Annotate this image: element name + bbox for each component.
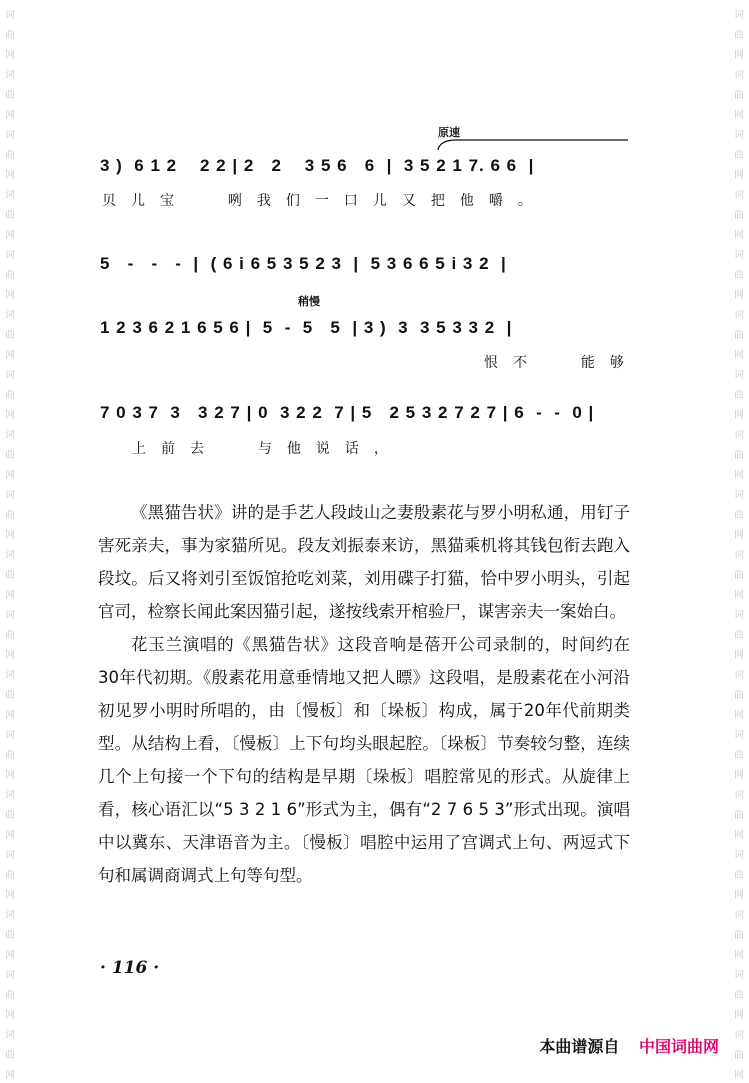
watermark-char: 网 bbox=[5, 470, 15, 481]
notes-line-4: 7 0 3 7 3 3 2 7 | 0 3 2 2 7 | 5 2 5 3 2 7 2 7 | 6 - - 0 | bbox=[100, 403, 595, 422]
watermark-char: 曲 bbox=[734, 750, 744, 761]
watermark-char: 网 bbox=[5, 170, 15, 181]
watermark-char: 网 bbox=[734, 1010, 744, 1021]
watermark-char: 曲 bbox=[734, 90, 744, 101]
watermark-char: 网 bbox=[5, 290, 15, 301]
watermark-char: 词 bbox=[734, 490, 744, 501]
tempo-mark-shaoman: 稍慢 bbox=[298, 295, 320, 308]
watermark-char: 网 bbox=[734, 1070, 744, 1081]
watermark-char: 词 bbox=[734, 850, 744, 861]
watermark-char: 网 bbox=[734, 650, 744, 661]
lyrics-line-4: 上前去 与他说话， bbox=[132, 441, 403, 457]
watermark-char: 词 bbox=[734, 670, 744, 681]
left-watermark-strip bbox=[2, 0, 18, 1083]
watermark-char: 曲 bbox=[5, 810, 15, 821]
watermark-char: 曲 bbox=[5, 870, 15, 881]
watermark-char: 词 bbox=[5, 670, 15, 681]
watermark-char: 网 bbox=[734, 950, 744, 961]
watermark-char: 词 bbox=[5, 130, 15, 141]
watermark-char: 曲 bbox=[5, 390, 15, 401]
watermark-char: 网 bbox=[5, 950, 15, 961]
watermark-char: 曲 bbox=[734, 210, 744, 221]
watermark-char: 词 bbox=[734, 1030, 744, 1041]
page-number: · 116 · bbox=[100, 958, 160, 978]
watermark-char: 网 bbox=[5, 590, 15, 601]
watermark-char: 曲 bbox=[734, 870, 744, 881]
watermark-char: 曲 bbox=[734, 930, 744, 941]
watermark-char: 曲 bbox=[5, 750, 15, 761]
watermark-char: 词 bbox=[734, 130, 744, 141]
watermark-char: 词 bbox=[5, 910, 15, 921]
score-line-1 bbox=[100, 156, 632, 182]
watermark-char: 曲 bbox=[734, 270, 744, 281]
watermark-char: 词 bbox=[5, 730, 15, 741]
watermark-char: 网 bbox=[734, 590, 744, 601]
watermark-char: 词 bbox=[734, 10, 744, 21]
watermark-char: 曲 bbox=[734, 150, 744, 161]
watermark-char: 词 bbox=[5, 70, 15, 81]
watermark-char: 曲 bbox=[5, 270, 15, 281]
watermark-char: 曲 bbox=[5, 90, 15, 101]
watermark-char: 曲 bbox=[5, 930, 15, 941]
watermark-char: 词 bbox=[734, 250, 744, 261]
watermark-char: 曲 bbox=[734, 990, 744, 1001]
watermark-char: 词 bbox=[734, 310, 744, 321]
watermark-char: 词 bbox=[734, 970, 744, 981]
watermark-char: 网 bbox=[734, 890, 744, 901]
source-brand-link[interactable]: 中国词曲网 bbox=[638, 1037, 719, 1056]
watermark-char: 曲 bbox=[5, 510, 15, 521]
watermark-char: 词 bbox=[734, 430, 744, 441]
paragraph-1: 《黑猫告状》讲的是手艺人段歧山之妻殷素花与罗小明私通，用钉子害死亲夫，事为家猫所见。段友刘振泰来访，黑猫乘机将其钱包衔去跑入段坟。后又将刘引至饭馆抢吃刘菜，刘用碟子打猫，恰中罗小明头，引起官司，检察长闻此案因猫引起，遂按线索开棺验尸，谋害亲夫一案始白。 bbox=[98, 503, 630, 621]
watermark-char: 曲 bbox=[734, 810, 744, 821]
watermark-char: 词 bbox=[734, 910, 744, 921]
watermark-char: 词 bbox=[5, 970, 15, 981]
watermark-char: 曲 bbox=[5, 690, 15, 701]
tempo-mark-yuansu: 原速 bbox=[438, 126, 460, 139]
watermark-char: 网 bbox=[734, 830, 744, 841]
watermark-char: 网 bbox=[734, 530, 744, 541]
watermark-char: 网 bbox=[734, 470, 744, 481]
watermark-char: 网 bbox=[734, 710, 744, 721]
watermark-char: 网 bbox=[5, 410, 15, 421]
watermark-char: 词 bbox=[734, 190, 744, 201]
watermark-char: 网 bbox=[5, 530, 15, 541]
watermark-char: 词 bbox=[5, 1030, 15, 1041]
notes-line-2: 5 - - - | ( 6 i 6 5 3 5 2 3 | 5 3 6 6 5 i 3 2 | bbox=[100, 254, 507, 273]
watermark-char: 词 bbox=[5, 310, 15, 321]
watermark-char: 曲 bbox=[5, 630, 15, 641]
watermark-char: 网 bbox=[734, 410, 744, 421]
watermark-char: 网 bbox=[734, 110, 744, 121]
watermark-char: 网 bbox=[5, 650, 15, 661]
watermark-char: 词 bbox=[734, 610, 744, 621]
watermark-char: 网 bbox=[5, 1010, 15, 1021]
score-line-2 bbox=[100, 254, 632, 280]
notes-line-3: 1 2 3 6 2 1 6 5 6 | 5 - 5 5 | 3 ) 3 3 5 3 3 2 | bbox=[100, 318, 513, 337]
source-label: 本曲谱源自 bbox=[539, 1037, 620, 1056]
watermark-char: 网 bbox=[5, 830, 15, 841]
watermark-char: 网 bbox=[734, 770, 744, 781]
watermark-char: 网 bbox=[734, 50, 744, 61]
watermark-char: 曲 bbox=[5, 150, 15, 161]
watermark-char: 曲 bbox=[5, 450, 15, 461]
watermark-char: 词 bbox=[5, 610, 15, 621]
lyrics-line-1: 贝儿宝 咧我们一口儿又把他嚼。 bbox=[102, 193, 547, 209]
watermark-char: 词 bbox=[734, 70, 744, 81]
watermark-char: 曲 bbox=[734, 690, 744, 701]
watermark-char: 词 bbox=[734, 790, 744, 801]
watermark-char: 词 bbox=[5, 10, 15, 21]
commentary bbox=[98, 496, 630, 892]
watermark-char: 网 bbox=[5, 350, 15, 361]
watermark-char: 网 bbox=[734, 350, 744, 361]
watermark-char: 词 bbox=[734, 730, 744, 741]
watermark-char: 词 bbox=[5, 250, 15, 261]
score-line-4 bbox=[100, 403, 632, 429]
watermark-char: 网 bbox=[5, 230, 15, 241]
notes-line-1: 3 ) 6 1 2 2 2 | 2 2 3 5 6 6 | 3 5 2 1 7. 6 6 | bbox=[100, 156, 535, 175]
paragraph-2: 花玉兰演唱的《黑猫告状》这段音响是蓓开公司录制的，时间约在30年代初期。《殷素花用意垂情地又把人瞟》这段唱，是殷素花在小河沿初见罗小明时所唱的，由〔慢板〕和〔垛板〕构成，属于20年代前期类型。从结构上看，〔慢板〕上下句均头眼起腔。〔垛板〕节奏较匀整，连续几个上句接一个下句的结构是早期〔垛板〕唱腔常见的形式。从旋律上看，核心语汇以“5 3 2 1 6”形式为主，偶有“2 7 6 5 3”形式出现。演唱中以冀东、天津语音为主。〔慢板〕唱腔中运用了宫调式上句、两逗式下句和属调商调式上句等句型。 bbox=[98, 635, 630, 885]
watermark-char: 网 bbox=[5, 770, 15, 781]
watermark-char: 词 bbox=[5, 550, 15, 561]
watermark-char: 网 bbox=[734, 290, 744, 301]
score-line-3 bbox=[100, 318, 632, 344]
watermark-char: 曲 bbox=[5, 210, 15, 221]
watermark-char: 词 bbox=[5, 190, 15, 201]
watermark-char: 词 bbox=[5, 430, 15, 441]
watermark-char: 曲 bbox=[734, 30, 744, 41]
right-watermark-strip bbox=[731, 0, 747, 1083]
watermark-char: 词 bbox=[5, 370, 15, 381]
watermark-char: 词 bbox=[5, 850, 15, 861]
watermark-char: 曲 bbox=[734, 630, 744, 641]
watermark-char: 词 bbox=[734, 550, 744, 561]
watermark-char: 网 bbox=[5, 890, 15, 901]
watermark-char: 曲 bbox=[734, 390, 744, 401]
watermark-char: 网 bbox=[734, 230, 744, 241]
watermark-char: 网 bbox=[734, 170, 744, 181]
watermark-char: 曲 bbox=[5, 1050, 15, 1061]
watermark-char: 曲 bbox=[734, 510, 744, 521]
watermark-char: 曲 bbox=[5, 570, 15, 581]
source-credit bbox=[539, 1034, 719, 1057]
watermark-char: 网 bbox=[5, 50, 15, 61]
watermark-char: 网 bbox=[5, 110, 15, 121]
watermark-char: 曲 bbox=[5, 990, 15, 1001]
watermark-char: 网 bbox=[5, 1070, 15, 1081]
watermark-char: 曲 bbox=[734, 330, 744, 341]
watermark-char: 曲 bbox=[734, 450, 744, 461]
watermark-char: 词 bbox=[734, 370, 744, 381]
watermark-char: 曲 bbox=[734, 570, 744, 581]
watermark-char: 网 bbox=[5, 710, 15, 721]
watermark-char: 曲 bbox=[734, 1050, 744, 1061]
watermark-char: 词 bbox=[5, 790, 15, 801]
lyrics-line-3: 恨不 能够 bbox=[484, 355, 639, 371]
watermark-char: 曲 bbox=[5, 330, 15, 341]
watermark-char: 词 bbox=[5, 490, 15, 501]
phrase-slur bbox=[436, 138, 632, 152]
watermark-char: 曲 bbox=[5, 30, 15, 41]
